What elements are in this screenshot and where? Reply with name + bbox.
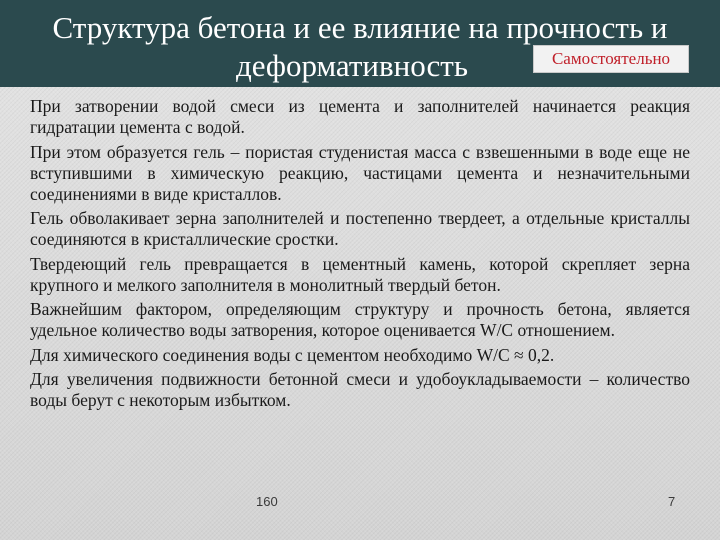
self-study-badge: Самостоятельно <box>533 45 689 73</box>
slide-title-line-1: Структура бетона и ее влияние на прочность и <box>52 10 668 45</box>
paragraph: Твердеющий гель превращается в цементный камень, которой скрепляет зерна крупного и мелкого заполнителя в монолитный твердый бетон. <box>30 253 690 295</box>
title-bar <box>0 0 720 87</box>
paragraph: При затворении водой смеси из цемента и заполнителей начинается реакция гидратации цемента с водой. <box>30 96 690 137</box>
slide-body <box>30 96 690 415</box>
footer-page-number-left: 160 <box>256 494 278 509</box>
paragraph: Гель обволакивает зерна заполнителей и постепенно твердеет, а отдельные кристаллы соединяются в кристаллические сростки. <box>30 208 690 249</box>
footer-page-number-right: 7 <box>668 494 676 509</box>
paragraph: Важнейшим фактором, определяющим структуру и прочность бетона, является удельное количество воды затворения, которое оценивается W/C отношением. <box>30 299 690 340</box>
paragraph: При этом образуется гель – пористая студенистая масса с взвешенными в воде еще не вступившими в химическую реакцию, частицами цемента и незначительными соединениями в виде кристаллов. <box>30 141 690 204</box>
paragraph: Для увеличения подвижности бетонной смеси и удобоукладываемости – количество воды берут с некоторым избытком. <box>30 369 690 410</box>
paragraph: Для химического соединения воды с цементом необходимо W/C ≈ 0,2. <box>30 344 555 365</box>
slide-title-line-2: деформативность <box>236 48 468 83</box>
